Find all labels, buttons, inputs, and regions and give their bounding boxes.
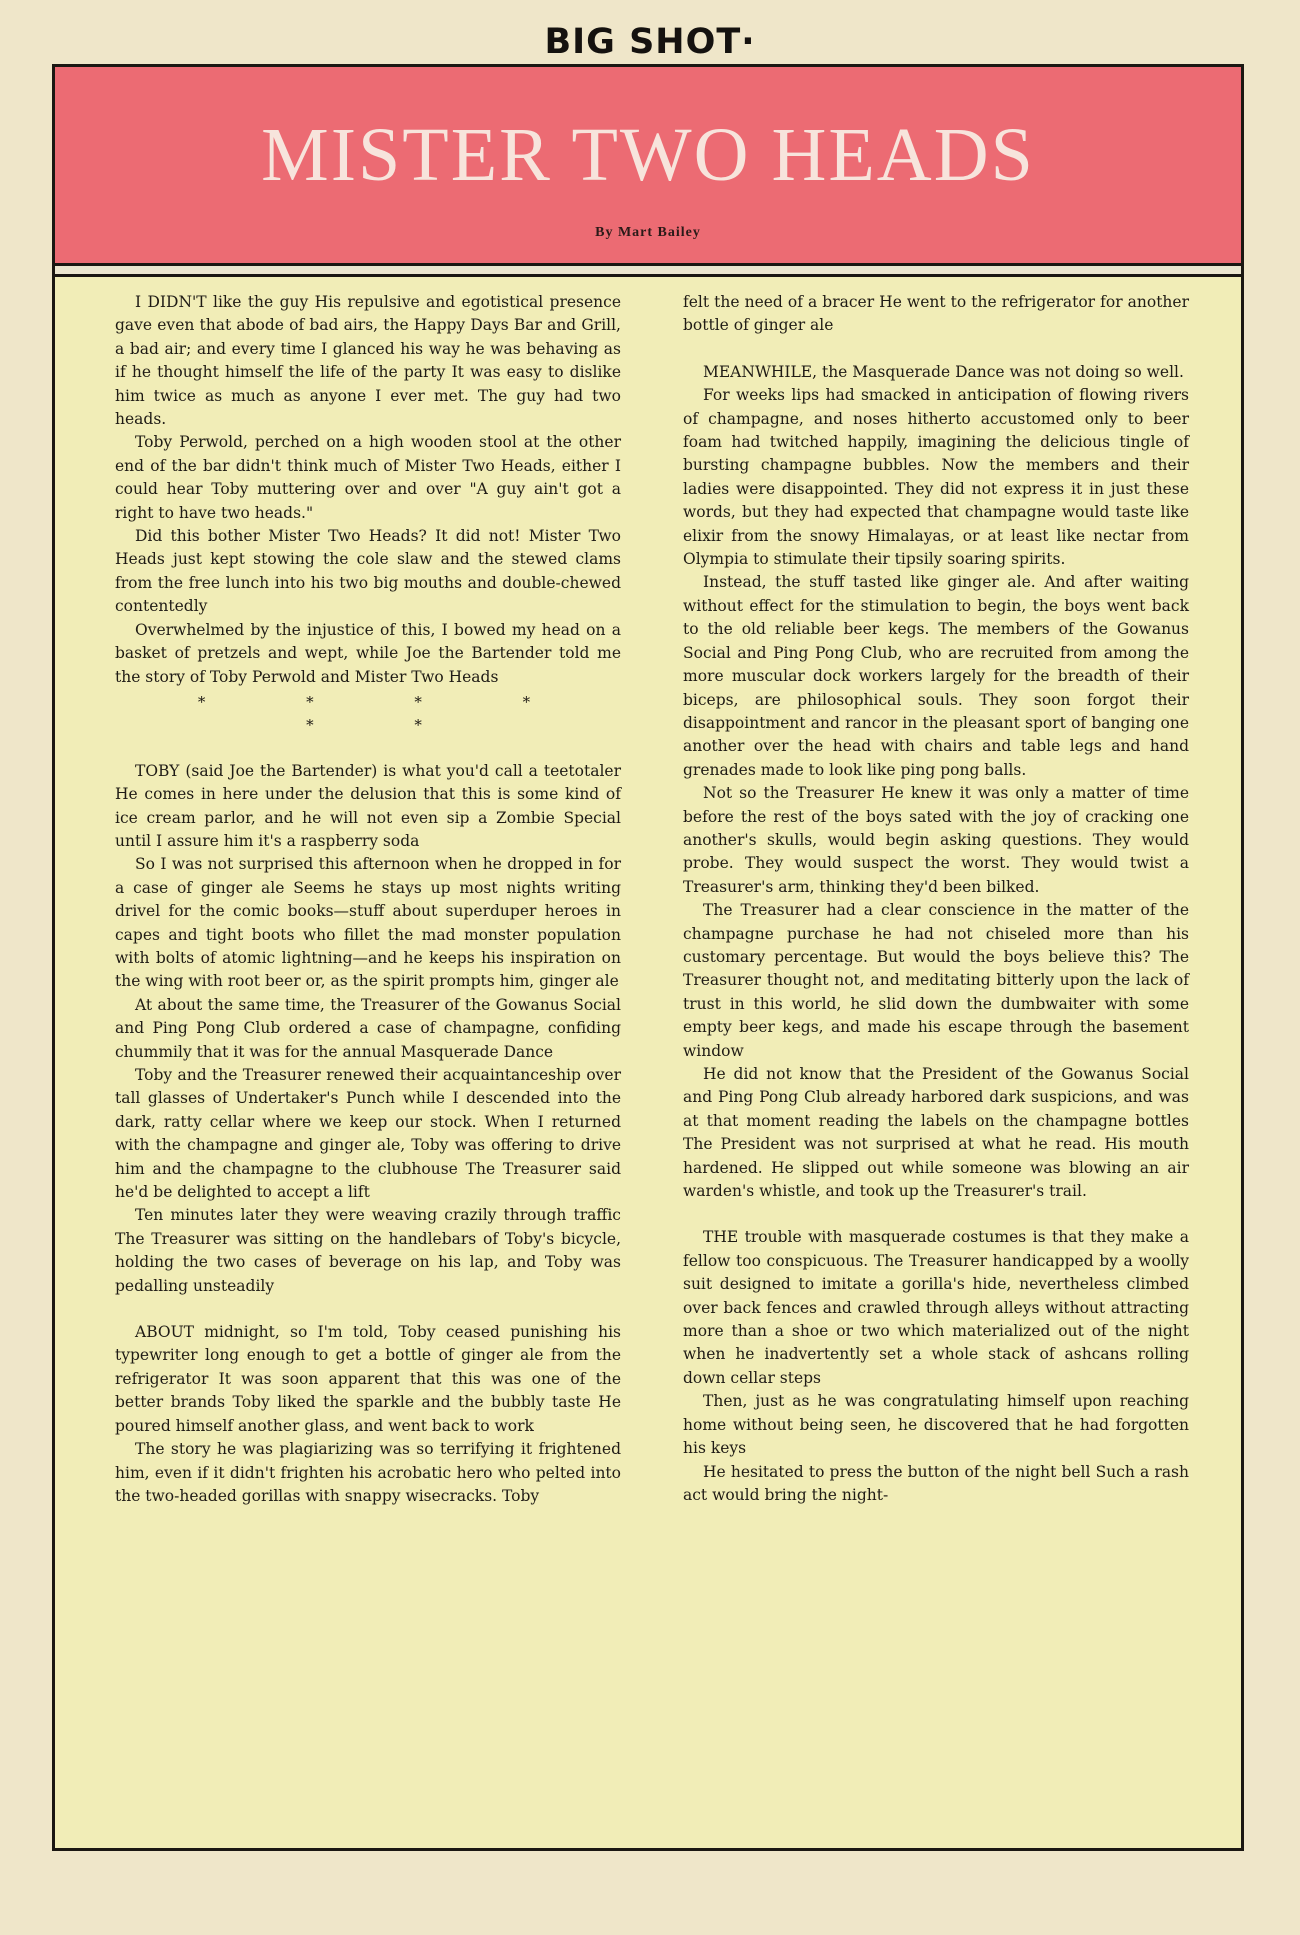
paragraph: I DIDN'T like the guy His repulsive and egotistical presence gave even that abode of bad airs, the Happy Days Bar and Grill, a bad air; and every time I glanced his way he was behaving as if he thought himself the life of the party It was easy to dislike him twice as much as anyone I ever met. The guy had two heads. (115, 293, 621, 429)
paragraph: Instead, the stuff tasted like ginger ale. And after waiting without effect for the stimulation to begin, the boys went back to the old reliable beer kegs. The members of the Gowanus Social and Ping Pong Club, who are recruited from among the more muscular dock workers largely for the breadth of their biceps, are philosophical souls. They soon forgot their disappointment and rancor in the pleasant sport of banging one another over the head with chairs and table legs and hand grenades made to look like ping pong balls. (683, 573, 1189, 779)
banner-separator (55, 266, 1241, 277)
paragraph: MEANWHILE, the Masquerade Dance was not doing so well. (703, 362, 1184, 381)
story-byline: By Mart Bailey (595, 225, 701, 240)
masthead: BIG SHOT· (544, 22, 756, 62)
paragraph: Toby Perwold, perched on a high wooden stool at the other end of the bar didn't think much of Mister Two Heads, either I could hear Toby muttering over and over "A guy ain't got a right to have two heads." (115, 433, 621, 522)
paragraph: Did this bother Mister Two Heads? It did not! Mister Two Heads just kept stowing the cole slaw and the stewed clams from the free lunch into his two big mouths and double-chewed contentedly (115, 527, 621, 616)
paragraph: So I was not surprised this afternoon when he dropped in for a case of ginger ale Seems he stays up most nights writing drivel for the comic books—stuff about superduper heroes in capes and tight boots who fillet the mad monster population with bolts of atomic lightning—and he keeps his inspiration on the wing with root beer or, as the spirit prompts him, ginger ale (115, 855, 621, 991)
paragraph: ABOUT midnight, so I'm told, Toby ceased punishing his typewriter long enough to get a bottle of ginger ale from the refrigerator It was soon apparent that this was one of the better brands Toby liked the sparkle and the bubbly taste He poured himself another glass, and went back to work (115, 1323, 621, 1435)
paragraph: He did not know that the President of the Gowanus Social and Ping Pong Club already harbored dark suspicions, and was at that moment reading the labels on the champagne bottles The President was not surprised at what he read. His mouth hardened. He slipped out while someone was blowing an air warden's whistle, and took up the Treasurer's trail. (683, 1065, 1189, 1201)
story-frame (52, 64, 1244, 1851)
paragraph: felt the need of a bracer He went to the refrigerator for another bottle of ginger ale (683, 293, 1189, 335)
paragraph: Overwhelmed by the injustice of this, I bowed my head on a basket of pretzels and wept, while Joe the Bartender told me the story of Toby Perwold and Mister Two Heads (115, 620, 621, 686)
paragraph: The Treasurer had a clear conscience in the matter of the champagne purchase he had not chiseled more than his customary percentage. But would the boys believe this? The Treasurer thought not, and meditating bitterly upon the lack of trust in this world, he slid down the dumbwaiter with some empty beer kegs, and made his escape through the basement window (683, 901, 1189, 1060)
paragraph: The story he was plagiarizing was so terrifying it frightened him, even if it didn't frighten his acrobatic hero who pelted into the two-headed gorillas with snappy wisecracks. Toby (115, 1440, 621, 1505)
paragraph: At about the same time, the Treasurer of the Gowanus Social and Ping Pong Club ordered a case of champagne, confiding chummily that it was for the annual Masquerade Dance (115, 995, 621, 1061)
right-column (683, 291, 1189, 1507)
paragraph: TOBY (said Joe the Bartender) is what you'd call a teetotaler He comes in here under the delusion that this is some kind of ice cream parlor, and he will not even sip a Zombie Special until I assure him it's a raspberry soda (115, 761, 621, 850)
paragraph: He hesitated to press the button of the night bell Such a rash act would bring the night- (683, 1462, 1189, 1504)
left-column (115, 291, 621, 1508)
story-title: MISTER TWO HEADS (261, 113, 1035, 197)
section-break-stars: * * * * * * (197, 692, 579, 735)
story-body (55, 277, 1241, 1848)
paragraph: Toby and the Treasurer renewed their acquaintanceship over tall glasses of Undertaker's Punch while I descended into the dark, ratty cellar where we keep our stock. When I returned with the champagne and ginger ale, Toby was offering to drive him and the champagne to the clubhouse The Treasurer said he'd be delighted to accept a lift (115, 1066, 621, 1202)
paragraph: For weeks lips had smacked in anticipation of flowing rivers of champagne, and noses hitherto accustomed only to beer foam had twitched happily, imagining the delicious tingle of bursting champagne bubbles. Now the members and their ladies were disappointed. They did not express it in just these words, but they had expected that champagne would taste like elixir from the snowy Himalayas, or at least like nectar from Olympia to stimulate their tipsily soaring spirits. (683, 386, 1189, 569)
paragraph: Then, just as he was congratulating himself upon reaching home without being seen, he discovered that he had forgotten his keys (683, 1392, 1189, 1458)
title-banner (55, 67, 1241, 266)
paragraph: THE trouble with masquerade costumes is that they make a fellow too conspicuous. The Treasurer handicapped by a woolly suit designed to imitate a gorilla's hide, nevertheless climbed over back fences and crawled through alleys without attracting more than a shoe or two which materialized out of the night when he inadvertently set a whole stack of ashcans rolling down cellar steps (683, 1228, 1189, 1387)
paragraph: Not so the Treasurer He knew it was only a matter of time before the rest of the boys sated with the joy of cracking one another's skulls, would begin asking questions. They would probe. They would suspect the worst. They would twist a Treasurer's arm, thinking they'd been bilked. (683, 784, 1189, 896)
paragraph: Ten minutes later they were weaving crazily through traffic The Treasurer was sitting on the handlebars of Toby's bicycle, holding the two cases of beverage on his lap, and Toby was pedalling unsteadily (115, 1206, 621, 1295)
